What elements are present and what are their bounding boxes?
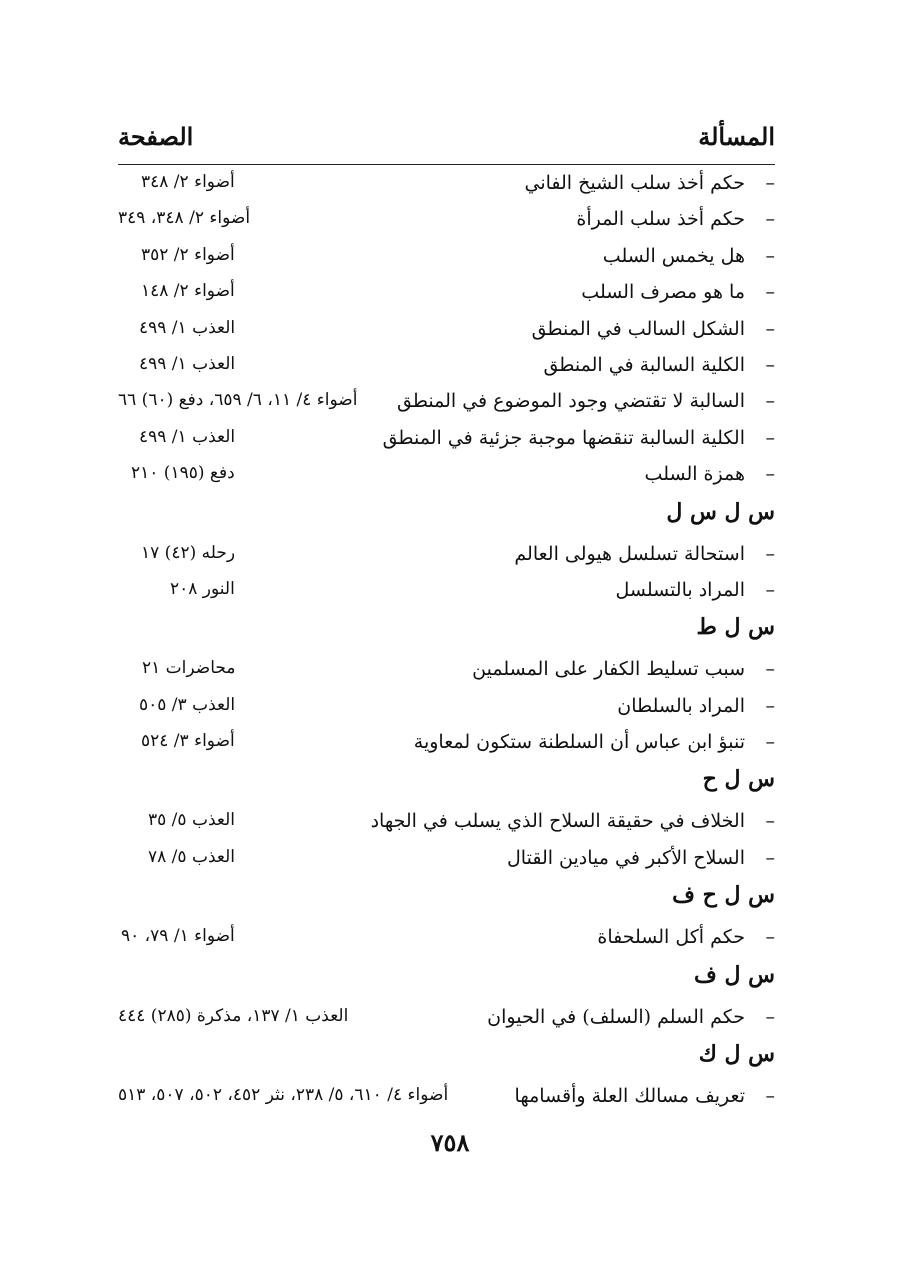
entry-dash: – bbox=[765, 810, 775, 833]
index-entry bbox=[118, 203, 775, 239]
entry-dash: – bbox=[765, 172, 775, 194]
index-entry bbox=[118, 1080, 775, 1116]
root-heading bbox=[118, 495, 775, 538]
index-entry bbox=[118, 653, 775, 689]
entry-topic: استحالة تسلسل هيولى العالم bbox=[514, 542, 745, 565]
entry-dash: – bbox=[765, 1085, 775, 1108]
entry-topic: حكم أخذ سلب الشيخ الفاني bbox=[524, 172, 745, 194]
root-heading bbox=[118, 958, 775, 1001]
entry-page-reference: العذب ٥/ ٧٨ bbox=[148, 846, 235, 867]
entry-topic: تعريف مسالك العلة وأقسامها bbox=[514, 1085, 745, 1108]
root-heading bbox=[118, 1037, 775, 1080]
entry-page-reference: أضواء ٣/ ٥٢٤ bbox=[141, 731, 235, 752]
entry-page-reference: العذب ٣/ ٥٠٥ bbox=[139, 694, 236, 715]
entry-dash: – bbox=[765, 244, 775, 267]
entry-topic: المراد بالسلطان bbox=[617, 694, 745, 717]
entry-topic: همزة السلب bbox=[644, 463, 745, 486]
entry-topic: ما هو مصرف السلب bbox=[581, 281, 745, 304]
entry-topic: الشكل السالب في المنطق bbox=[531, 317, 745, 340]
entry-topic: حكم أكل السلحفاة bbox=[597, 926, 745, 949]
entry-topic: حكم السلم (السلف) في الحيوان bbox=[487, 1005, 745, 1028]
index-entry bbox=[118, 167, 775, 203]
entry-topic: الكلية السالبة تنقضها موجبة جزئية في المنطق bbox=[382, 426, 745, 449]
root-heading-text: س ل ف bbox=[694, 961, 775, 988]
index-entry bbox=[118, 458, 775, 494]
root-heading-text: س ل ط bbox=[696, 614, 775, 641]
entry-page-reference: العذب ١/ ٤٩٩ bbox=[139, 317, 236, 338]
index-entry bbox=[118, 842, 775, 878]
entry-page-reference: العذب ١/ ٤٩٩ bbox=[139, 426, 236, 447]
page-number: ٧٥٨ bbox=[430, 1128, 470, 1157]
entry-page-reference: رحله (٤٢) ١٧ bbox=[141, 542, 236, 563]
root-heading bbox=[118, 762, 775, 805]
table-header bbox=[118, 122, 775, 162]
index-entry bbox=[118, 349, 775, 385]
entry-dash: – bbox=[765, 281, 775, 304]
entry-page-reference: العذب ١/ ١٣٧، مذكرة (٢٨٥) ٤٤٤ bbox=[118, 1005, 349, 1026]
topic-column-title: المسألة bbox=[698, 122, 775, 151]
entry-dash: – bbox=[765, 208, 775, 231]
entry-page-reference: أضواء ٤/ ٦١٠، ٥/ ٢٣٨، نثر ٤٥٢، ٥٠٢، ٥٠٧، ٥١٣ bbox=[118, 1085, 449, 1106]
index-entry bbox=[118, 385, 775, 421]
entry-topic: المراد بالتسلسل bbox=[615, 578, 745, 601]
page-column-title: الصفحة bbox=[118, 122, 194, 151]
header-divider bbox=[118, 164, 775, 165]
index-entry bbox=[118, 1001, 775, 1037]
root-heading-text: س ل ك bbox=[698, 1041, 775, 1068]
entry-topic: السالبة لا تقتضي وجود الموضوع في المنطق bbox=[396, 390, 745, 413]
index-entry bbox=[118, 690, 775, 726]
entry-topic: الكلية السالبة في المنطق bbox=[543, 353, 745, 376]
entry-topic: السلاح الأكبر في ميادين القتال bbox=[507, 846, 745, 869]
entry-dash: – bbox=[765, 1005, 775, 1028]
entry-dash: – bbox=[765, 317, 775, 340]
index-entry bbox=[118, 921, 775, 957]
index-entry bbox=[118, 240, 775, 276]
index-entry bbox=[118, 574, 775, 610]
entry-topic: حكم أخذ سلب المرأة bbox=[576, 208, 745, 231]
entry-dash: – bbox=[765, 463, 775, 486]
entry-dash: – bbox=[765, 658, 775, 681]
root-heading-text: س ل س ل bbox=[666, 498, 775, 525]
entry-topic: هل يخمس السلب bbox=[602, 244, 745, 267]
entry-page-reference: أضواء ٢/ ١٤٨ bbox=[141, 281, 235, 302]
entry-topic: تنبؤ ابن عباس أن السلطنة ستكون لمعاوية bbox=[413, 731, 745, 754]
entry-page-reference: أضواء ١/ ٧٩، ٩٠ bbox=[121, 926, 235, 947]
index-entry bbox=[118, 538, 775, 574]
index-entry bbox=[118, 422, 775, 458]
entry-page-reference: أضواء ٤/ ١١، ٦/ ٦٥٩، دفع (٦٠) ٦٦ bbox=[118, 390, 358, 411]
entry-page-reference: أضواء ٢/ ٣٤٨، ٣٤٩ bbox=[118, 208, 251, 229]
index-entry bbox=[118, 726, 775, 762]
entry-dash: – bbox=[765, 542, 775, 565]
entry-topic: الخلاف في حقيقة السلاح الذي يسلب في الجهاد bbox=[370, 810, 745, 833]
root-heading-text: س ل ح bbox=[702, 766, 775, 793]
entry-page-reference: النور ٢٠٨ bbox=[170, 578, 235, 599]
entry-page-reference: العذب ٥/ ٣٥ bbox=[148, 810, 235, 831]
root-heading-text: س ل ح ف bbox=[672, 882, 775, 909]
entry-dash: – bbox=[765, 694, 775, 717]
index-list bbox=[118, 167, 775, 1116]
entry-page-reference: أضواء ٢/ ٣٥٢ bbox=[141, 244, 235, 265]
entry-page-reference: محاضرات ٢١ bbox=[142, 658, 236, 679]
entry-dash: – bbox=[765, 846, 775, 869]
root-heading bbox=[118, 610, 775, 653]
entry-dash: – bbox=[765, 731, 775, 754]
entry-topic: سبب تسليط الكفار على المسلمين bbox=[472, 658, 745, 681]
entry-dash: – bbox=[765, 926, 775, 949]
root-heading bbox=[118, 878, 775, 921]
entry-dash: – bbox=[765, 426, 775, 449]
entry-dash: – bbox=[765, 390, 775, 413]
entry-page-reference: العذب ١/ ٤٩٩ bbox=[139, 353, 236, 374]
entry-dash: – bbox=[765, 578, 775, 601]
entry-dash: – bbox=[765, 353, 775, 376]
index-entry bbox=[118, 276, 775, 312]
index-entry bbox=[118, 805, 775, 841]
entry-page-reference: دفع (١٩٥) ٢١٠ bbox=[131, 463, 235, 484]
index-entry bbox=[118, 313, 775, 349]
entry-page-reference: أضواء ٢/ ٣٤٨ bbox=[141, 172, 235, 192]
